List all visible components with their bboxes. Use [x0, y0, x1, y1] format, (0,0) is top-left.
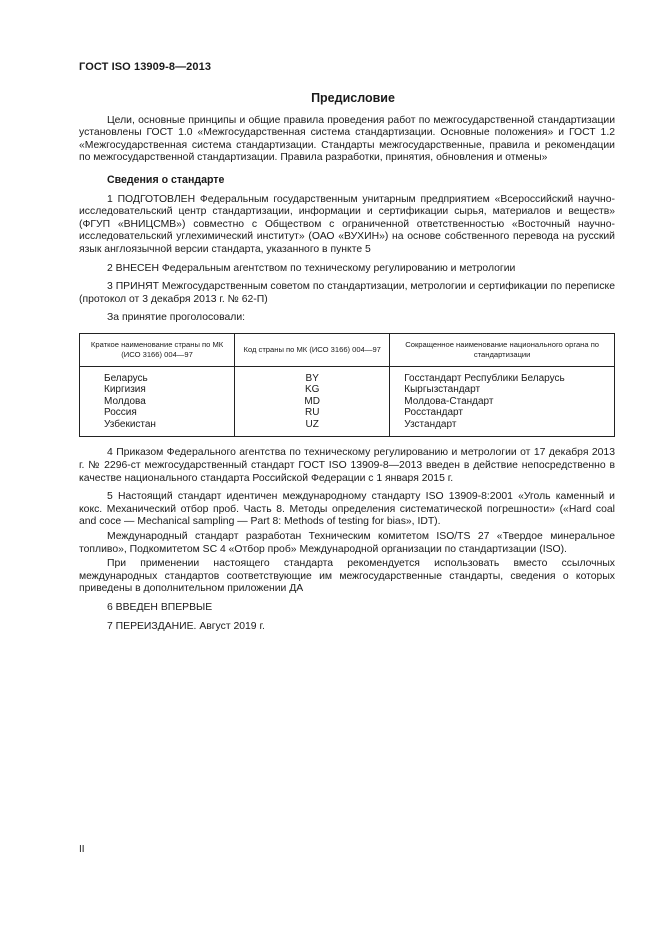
- column-header-agency: Сокращенное наименование национального органа по стандартизации: [390, 333, 615, 366]
- vote-intro: За принятие проголосовали:: [107, 312, 246, 324]
- code-cell: RU: [235, 407, 390, 419]
- vote-table: [79, 333, 615, 438]
- agency-cell: Госстандарт Республики Беларусь: [390, 366, 615, 384]
- item-2-paragraph: 2 ВНЕСЕН Федеральным агентством по техническому регулированию и метрологии: [107, 262, 516, 274]
- page-title: Предисловие: [311, 91, 395, 105]
- country-cell: Беларусь: [80, 366, 235, 384]
- table-row: [80, 419, 615, 437]
- item-5-paragraph: 5 Настоящий стандарт идентичен международному стандарту ISO 13909-8:2001 «Уголь каменный и кокс. Механический отбор проб. Часть 8. Методы определения систематической погрешности» («Hard coal and coce — Mechanical sampling — Part 8: Methods of testing for bias», IDT).: [79, 491, 615, 528]
- table-row: [80, 407, 615, 419]
- country-cell: Киргизия: [80, 384, 235, 396]
- agency-cell: Узстандарт: [390, 419, 615, 437]
- code-cell: KG: [235, 384, 390, 396]
- table-row: [80, 396, 615, 408]
- agency-cell: Молдова-Стандарт: [390, 396, 615, 408]
- item-6-paragraph: 6 ВВЕДЕН ВПЕРВЫЕ: [107, 601, 213, 613]
- vote-table-header-row: [80, 333, 615, 366]
- agency-cell: Росстандарт: [390, 407, 615, 419]
- item-5-references-paragraph: При применении настоящего стандарта рекомендуется использовать вместо ссылочных международных стандартов соответствующие им межгосударственные стандарты, сведения о которых приведены в дополнительном приложении ДА: [79, 558, 615, 595]
- item-5-committee-paragraph: Международный стандарт разработан Техническим комитетом ISO/TS 27 «Твердое минеральное топливо», Подкомитетом SC 4 «Отбор проб» Международной организации по стандартизации (ISO).: [79, 530, 615, 555]
- country-cell: Узбекистан: [80, 419, 235, 437]
- item-4-paragraph: 4 Приказом Федерального агентства по техническому регулированию и метрологии от 17 декабря 2013 г. № 2296-ст межгосударственный стандарт ГОСТ ISO 13909-8—2013 введен в действие непосредственно в качестве национального стандарта Российской Федерации с 1 января 2015 г.: [79, 447, 615, 484]
- agency-cell: Кыргызстандарт: [390, 384, 615, 396]
- document-code-header: ГОСТ ISO 13909-8—2013: [79, 61, 212, 73]
- section-title: Сведения о стандарте: [107, 173, 225, 186]
- table-row: [80, 366, 615, 384]
- column-header-code: Код страны по МК (ИСО 3166) 004—97: [235, 333, 390, 366]
- item-3-paragraph: 3 ПРИНЯТ Межгосударственным советом по стандартизации, метрологии и сертификации по переписке (протокол от 3 декабря 2013 г. № 62-П): [79, 281, 615, 305]
- column-header-country: Краткое наименование страны по МК (ИСО 3166) 004—97: [80, 333, 235, 366]
- page-number: II: [79, 844, 85, 855]
- item-1-paragraph: 1 ПОДГОТОВЛЕН Федеральным государственным унитарным предприятием «Всероссийский научно-исследовательский центр стандартизации, информации и сертификации сырья, материалов и веществ» (ФГУП «ВНИЦСМВ») совместно с Обществом с ограниченной ответственностью «Восточный научно-исследовательский углехимический институт» (ОАО «ВУХИН») на основе собственного перевода на русский язык англоязычной версии стандарта, указанного в пункте 5: [79, 193, 615, 255]
- item-7-paragraph: 7 ПЕРЕИЗДАНИЕ. Август 2019 г.: [107, 620, 265, 632]
- foreword-content: [79, 92, 615, 633]
- code-cell: BY: [235, 366, 390, 384]
- country-cell: Молдова: [80, 396, 235, 408]
- table-row: [80, 384, 615, 396]
- code-cell: UZ: [235, 419, 390, 437]
- intro-paragraph: Цели, основные принципы и общие правила проведения работ по межгосударственной стандартизации установлены ГОСТ 1.0 «Межгосударственная система стандартизации. Основные положения» и ГОСТ 1.2 «Межгосударственная система стандартизации. Стандарты межгосударственные, правила и рекомендации по межгосударственной стандартизации. Правила разработки, принятия, обновления и отмены»: [79, 114, 615, 164]
- country-cell: Россия: [80, 407, 235, 419]
- code-cell: MD: [235, 396, 390, 408]
